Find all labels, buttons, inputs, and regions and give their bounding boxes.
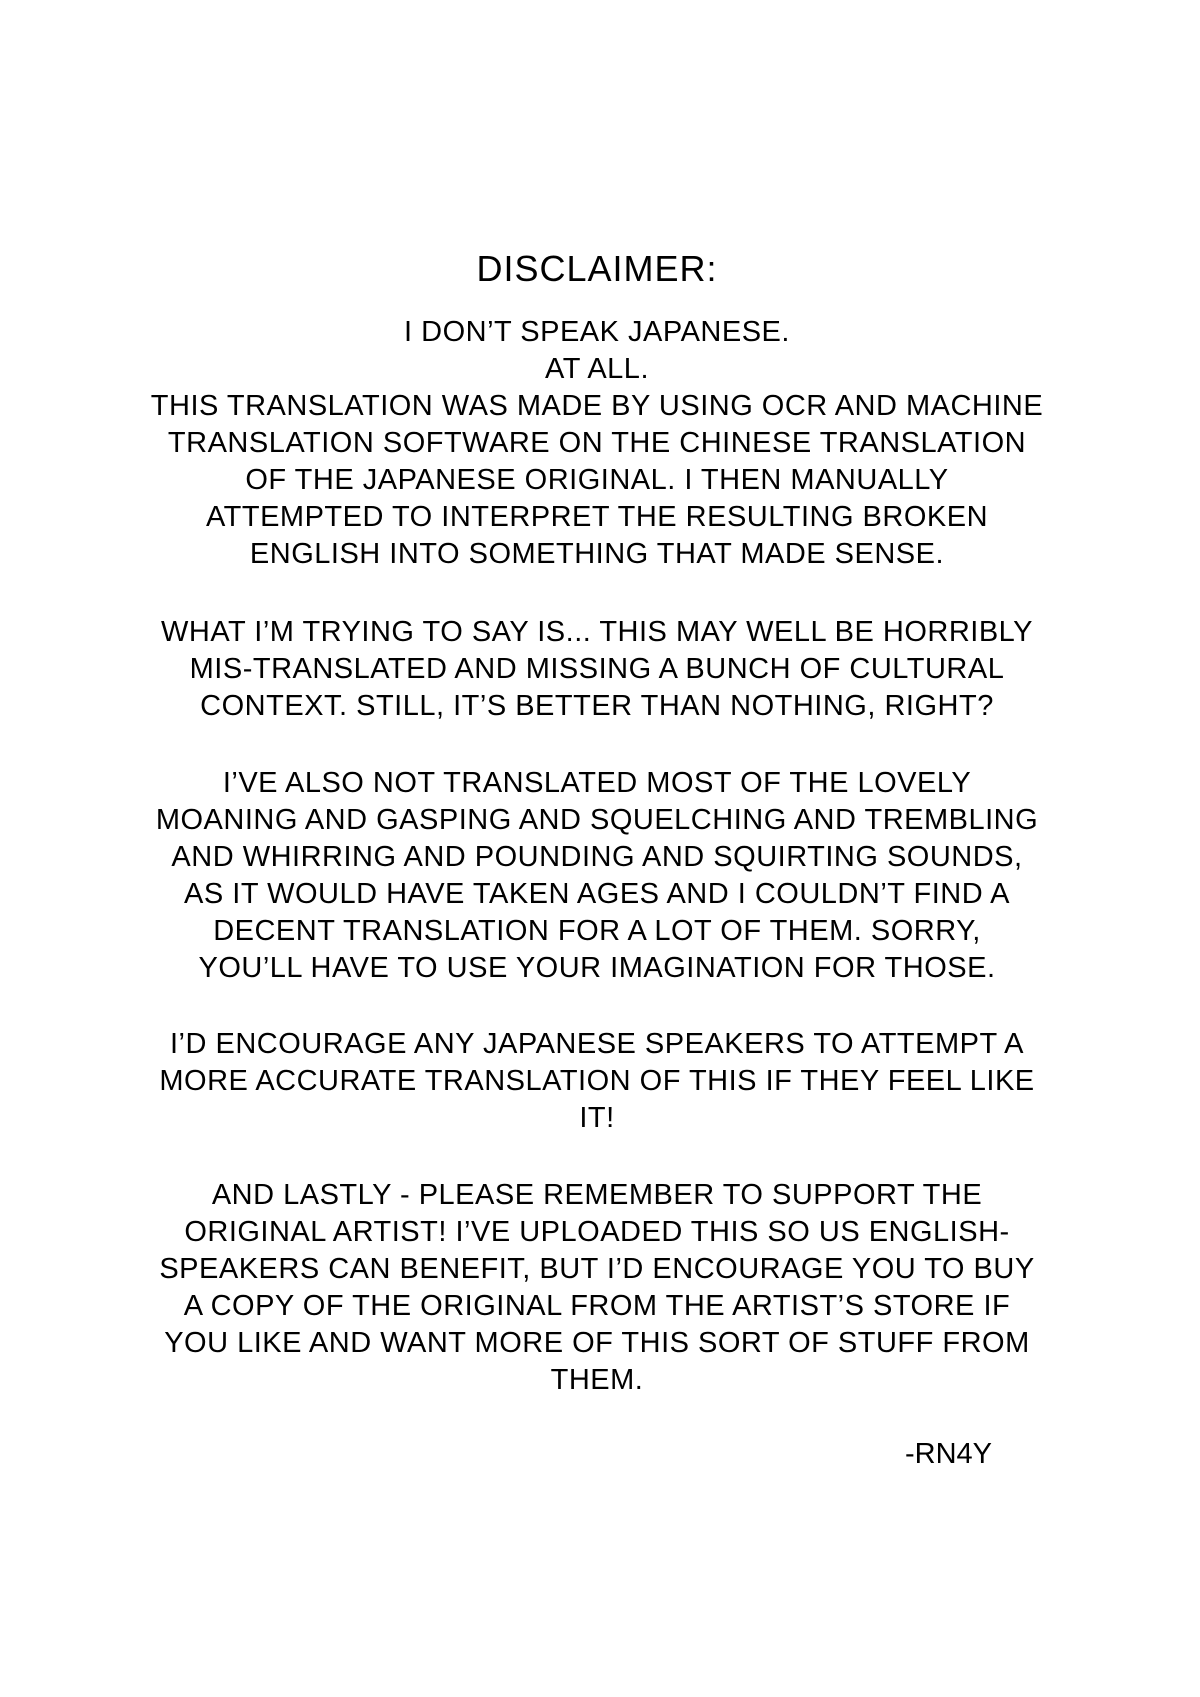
text-line: ATTEMPTED TO INTERPRET THE RESULTING BROKEN — [205, 501, 989, 533]
text-line: ORIGINAL ARTIST! I’VE UPLOADED THIS SO US ENGLISH- — [184, 1216, 1010, 1248]
text-line: A COPY OF THE ORIGINAL FROM THE ARTIST’S STORE IF — [183, 1290, 1011, 1322]
text-line: AND LASTLY - PLEASE REMEMBER TO SUPPORT THE — [211, 1179, 983, 1211]
text-line: MIS-TRANSLATED AND MISSING A BUNCH OF CULTURAL — [189, 653, 1005, 685]
text-line: MOANING AND GASPING AND SQUELCHING AND TREMBLING — [155, 804, 1039, 836]
text-line: I’D ENCOURAGE ANY JAPANESE SPEAKERS TO ATTEMPT A — [170, 1028, 1024, 1060]
text-line: SPEAKERS CAN BENEFIT, BUT I’D ENCOURAGE YOU TO BUY — [159, 1253, 1035, 1285]
text-line: ENGLISH INTO SOMETHING THAT MADE SENSE. — [249, 538, 945, 570]
text-line: I DON’T SPEAK JAPANESE. — [404, 316, 790, 348]
paragraph-encourage — [0, 1026, 1194, 1137]
text-line: TRANSLATION SOFTWARE ON THE CHINESE TRANSLATION — [167, 427, 1027, 459]
text-line: AND WHIRRING AND POUNDING AND SQUIRTING SOUNDS, — [171, 841, 1023, 873]
paragraph-sounds — [0, 765, 1194, 987]
text-line: YOU LIKE AND WANT MORE OF THIS SORT OF STUFF FROM — [164, 1327, 1030, 1359]
text-line: MORE ACCURATE TRANSLATION OF THIS IF THEY FEEL LIKE — [159, 1065, 1035, 1097]
text-line: I’VE ALSO NOT TRANSLATED MOST OF THE LOVELY — [222, 767, 972, 799]
text-line: IT! — [579, 1102, 615, 1134]
text-line: DECENT TRANSLATION FOR A LOT OF THEM. SORRY, — [213, 915, 981, 947]
text-line: THEM. — [550, 1364, 644, 1396]
text-line: WHAT I’M TRYING TO SAY IS... THIS MAY WELL BE HORRIBLY — [161, 616, 1033, 648]
text-line: OF THE JAPANESE ORIGINAL. I THEN MANUALLY — [245, 464, 949, 496]
text-line: AS IT WOULD HAVE TAKEN AGES AND I COULDN’T FIND A — [184, 878, 1010, 910]
paragraph-mistranslation — [0, 614, 1194, 725]
text-line: THIS TRANSLATION WAS MADE BY USING OCR AND MACHINE — [150, 390, 1044, 422]
text-line: YOU’LL HAVE TO USE YOUR IMAGINATION FOR THOSE. — [198, 952, 996, 984]
signature: -RN4Y — [905, 1438, 993, 1470]
paragraph-support-artist — [0, 1177, 1194, 1399]
page-title: DISCLAIMER: — [476, 248, 718, 289]
text-line: CONTEXT. STILL, IT’S BETTER THAN NOTHING, RIGHT? — [200, 690, 994, 722]
paragraph-intro — [0, 314, 1194, 573]
text-line: AT ALL. — [545, 353, 649, 385]
